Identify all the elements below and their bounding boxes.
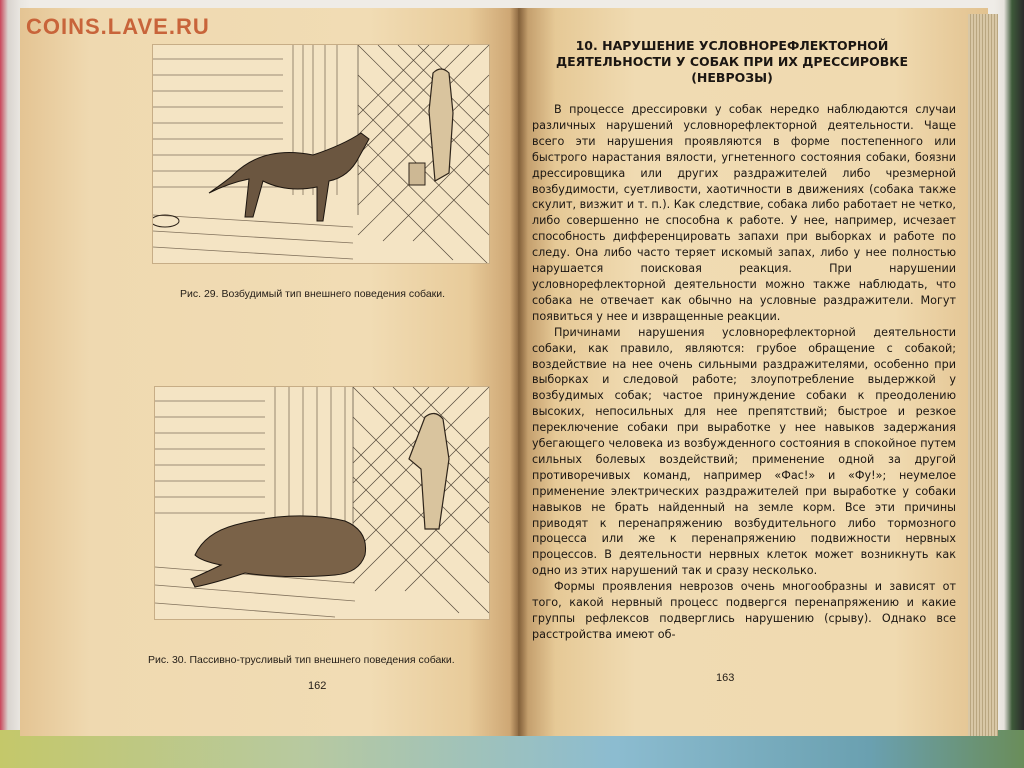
trainer-figure: [429, 69, 453, 181]
dog-excited: [209, 133, 369, 221]
right-page: [518, 8, 988, 736]
page-edges: [968, 14, 998, 736]
figure-30-illustration: [154, 386, 490, 620]
timid-dog-drawing: [155, 387, 489, 619]
dog-lying: [191, 516, 366, 587]
bowl-icon: [153, 215, 179, 227]
paragraph-2: Причинами нарушения условнорефлекторной деятельности собаки, как правило, являются: грубое обращение с собакой; воздействие на нее очень сильными раздражителями, особенно при выборках и следовой работе; злоупотребление выдержкой у возбудимых собак; частое принуждение собаки к преодолению высоких, непосильных для нее препятствий; быстрое и резкое переключение собаки при выработке у нее навыков задержания убегающего человека из возбужденного состояния в спокойное путем сильных болевых воздействий; применение одной за другой противоречивых команд, например «Фас!» и «Фу!»; неумелое применение электрических раздражителей при выработке у собаки навыков не брать найденный на земле корм. Все эти причины приводят к перенапряжению возбудительного либо тормозного процесса или же к перенапряжению подвижности нервных процессов. В деятельности нервных клеток может возникнуть как одно из этих нарушений так и сразу несколько.: [532, 325, 956, 578]
book-gutter: [510, 8, 528, 736]
watermark: COINS.LAVE.RU: [26, 14, 210, 39]
figure-29-illustration: [152, 44, 490, 264]
section-title: 10. НАРУШЕНИЕ УСЛОВНОРЕФЛЕКТОРНОЙ ДЕЯТЕЛЬНОСТИ У СОБАК ПРИ ИХ ДРЕССИРОВКЕ (НЕВРОЗЫ): [555, 38, 909, 85]
paragraph-1: В процессе дрессировки у собак нередко наблюдаются случаи различных нарушений условнорефлекторной деятельности. Чаще всего эти нарушения проявляются в форме постепенного или быстрого нарастания вялости, угнетенного состояния собаки, боязни дрессировщика или других раздражителей либо чрезмерной возбудимости, суетливости, хаотичности в движениях (собака также скулит, визжит и т. п.). Как следствие, собака либо работает не четко, либо совершенно не способна к работе. У нее, например, исчезает способность дифференцировать запахи при выборках и работе по следу. Она либо часто теряет искомый запах, либо у нее полностью нарушается поисковая реакция. При нарушении условнорефлекторной деятельности можно также наблюдать, что собака не отвечает как обычно на условные раздражители. Могут появиться у нее и извращенные реакции.: [532, 103, 956, 323]
body-text: [532, 102, 956, 643]
figure-29-caption: Рис. 29. Возбудимый тип внешнего поведения собаки.: [180, 288, 446, 300]
left-page: [20, 8, 518, 736]
page-number-right: 163: [716, 672, 735, 684]
excitable-dog-drawing: [153, 45, 489, 263]
paragraph-3: Формы проявления неврозов очень многообразны и зависят от того, какой нервный процесс подвергся перенапряжению и какие группы рефлексов подверглись нарушению (срыву). Однако все расстройства имеют об-: [532, 580, 956, 641]
page-number-left: 162: [308, 680, 327, 692]
open-book: [20, 8, 1000, 742]
bucket-icon: [409, 163, 425, 185]
trainer-figure: [409, 413, 449, 529]
figure-30-caption: Рис. 30. Пассивно-трусливый тип внешнего поведения собаки.: [148, 654, 455, 666]
